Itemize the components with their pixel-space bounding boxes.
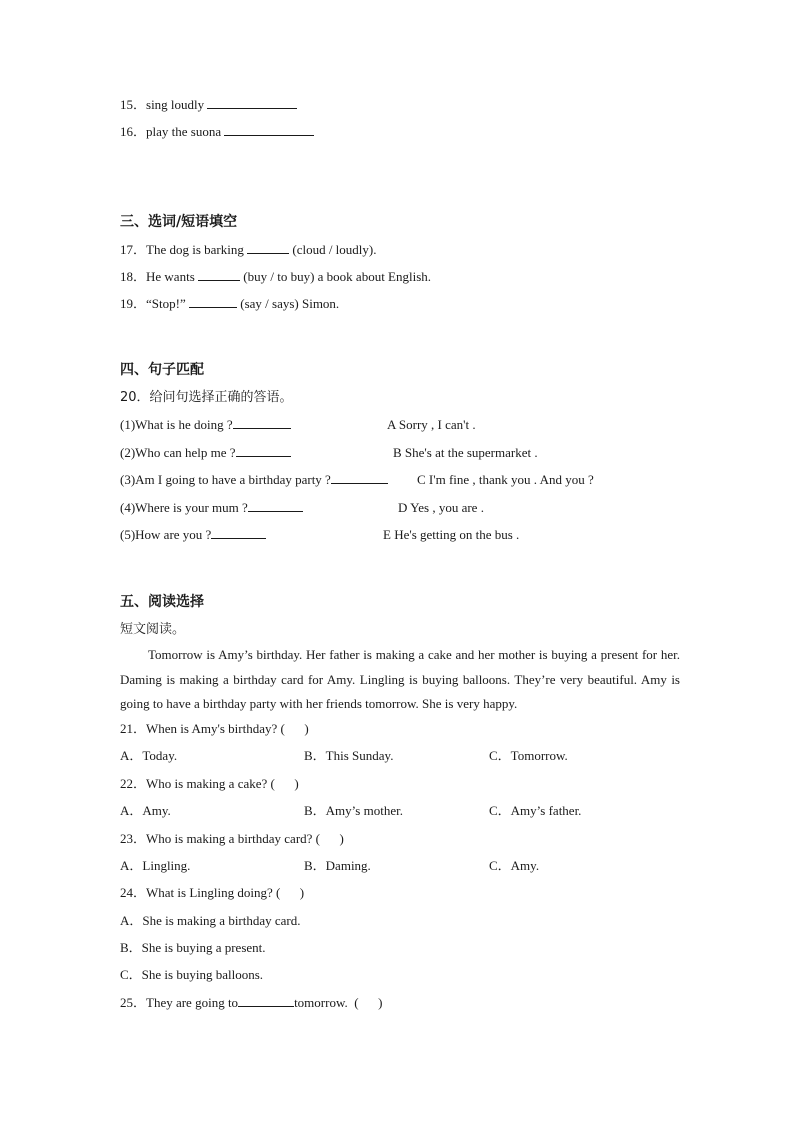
question-text-after: (buy / to buy) a book about English. [243, 269, 432, 284]
match-answer: E He's getting on the bus . [383, 527, 520, 542]
answer-blank[interactable] [207, 97, 297, 109]
option-b[interactable]: B．Amy’s mother. [304, 803, 403, 818]
question-20-stem: 20．给问句选择正确的答语。 [120, 390, 293, 405]
option-a[interactable]: A．Lingling. [120, 858, 191, 873]
question-25 [120, 995, 382, 1011]
answer-blank[interactable] [236, 445, 291, 457]
section-4-title: 四、句子匹配 [120, 362, 204, 378]
answer-blank[interactable] [211, 527, 266, 539]
match-answer: A Sorry , I can't . [387, 417, 476, 432]
answer-blank[interactable] [238, 995, 294, 1007]
match-answer: C I'm fine , thank you . And you ? [417, 472, 594, 487]
match-question [120, 472, 388, 488]
question-24: 24．What is Lingling doing? ( ) [120, 885, 305, 900]
question-16 [120, 124, 314, 140]
question-text-before: 25．They are going to [120, 995, 239, 1010]
match-question-text: (1)What is he doing ? [120, 417, 233, 432]
match-answer: D Yes , you are . [398, 500, 484, 515]
answer-blank[interactable] [248, 500, 303, 512]
question-21: 21．When is Amy's birthday? ( ) [120, 721, 309, 736]
question-17 [120, 242, 377, 258]
question-number: 15． [120, 97, 147, 112]
question-text-after: tomorrow. ( ) [294, 995, 383, 1010]
option-a[interactable]: A．Amy. [120, 803, 171, 818]
passage-text: Tomorrow is Amy’s birthday. Her father is making a cake and her mother is buying a present for her. Daming is making a birthday card for Amy. Lingling is buying balloons. They’re very beautiful. Amy is going to have a birthday party with her friends tomorrow. She is very happy. [120, 647, 680, 711]
match-question-text: (2)Who can help me ? [120, 445, 236, 460]
option-c[interactable]: C．Tomorrow. [489, 748, 568, 763]
answer-blank[interactable] [224, 124, 314, 136]
question-text-after: (say / says) Simon. [240, 296, 340, 311]
question-19 [120, 296, 339, 312]
option-a[interactable]: A．Today. [120, 748, 178, 763]
question-text-before: The dog is barking [146, 242, 244, 257]
answer-blank[interactable] [233, 417, 291, 429]
match-question-text: (4)Where is your mum ? [120, 500, 248, 515]
section-5-title: 五、阅读选择 [120, 594, 204, 610]
option-c[interactable]: C．Amy. [489, 858, 540, 873]
reading-passage [120, 643, 680, 717]
question-number: 19． [120, 296, 147, 311]
question-number: 17． [120, 242, 147, 257]
question-23: 23．Who is making a birthday card? ( ) [120, 831, 344, 846]
option-c[interactable]: C．She is buying balloons. [120, 967, 264, 982]
section-5-intro: 短文阅读。 [120, 622, 186, 637]
question-text-before: He wants [146, 269, 195, 284]
match-question-text: (5)How are you ? [120, 527, 212, 542]
match-question [120, 445, 291, 461]
question-number: 18． [120, 269, 147, 284]
option-b[interactable]: B．Daming. [304, 858, 371, 873]
match-question [120, 527, 266, 543]
option-b[interactable]: B．She is buying a present. [120, 940, 266, 955]
question-15 [120, 97, 297, 113]
option-b[interactable]: B．This Sunday. [304, 748, 394, 763]
question-text: play the suona [146, 124, 222, 139]
section-3-title: 三、选词/短语填空 [120, 214, 238, 230]
question-number: 16． [120, 124, 147, 139]
match-answer: B She's at the supermarket . [393, 445, 538, 460]
answer-blank[interactable] [331, 472, 388, 484]
option-a[interactable]: A．She is making a birthday card. [120, 913, 301, 928]
question-text: sing loudly [146, 97, 205, 112]
option-c[interactable]: C．Amy’s father. [489, 803, 582, 818]
match-question-text: (3)Am I going to have a birthday party ? [120, 472, 331, 487]
question-18 [120, 269, 431, 285]
question-text-after: (cloud / loudly). [292, 242, 377, 257]
match-question [120, 500, 303, 516]
question-text-before: “Stop!” [146, 296, 186, 311]
match-question [120, 417, 291, 433]
answer-blank[interactable] [198, 269, 240, 281]
question-22: 22．Who is making a cake? ( ) [120, 776, 299, 791]
answer-blank[interactable] [247, 242, 289, 254]
answer-blank[interactable] [189, 296, 237, 308]
